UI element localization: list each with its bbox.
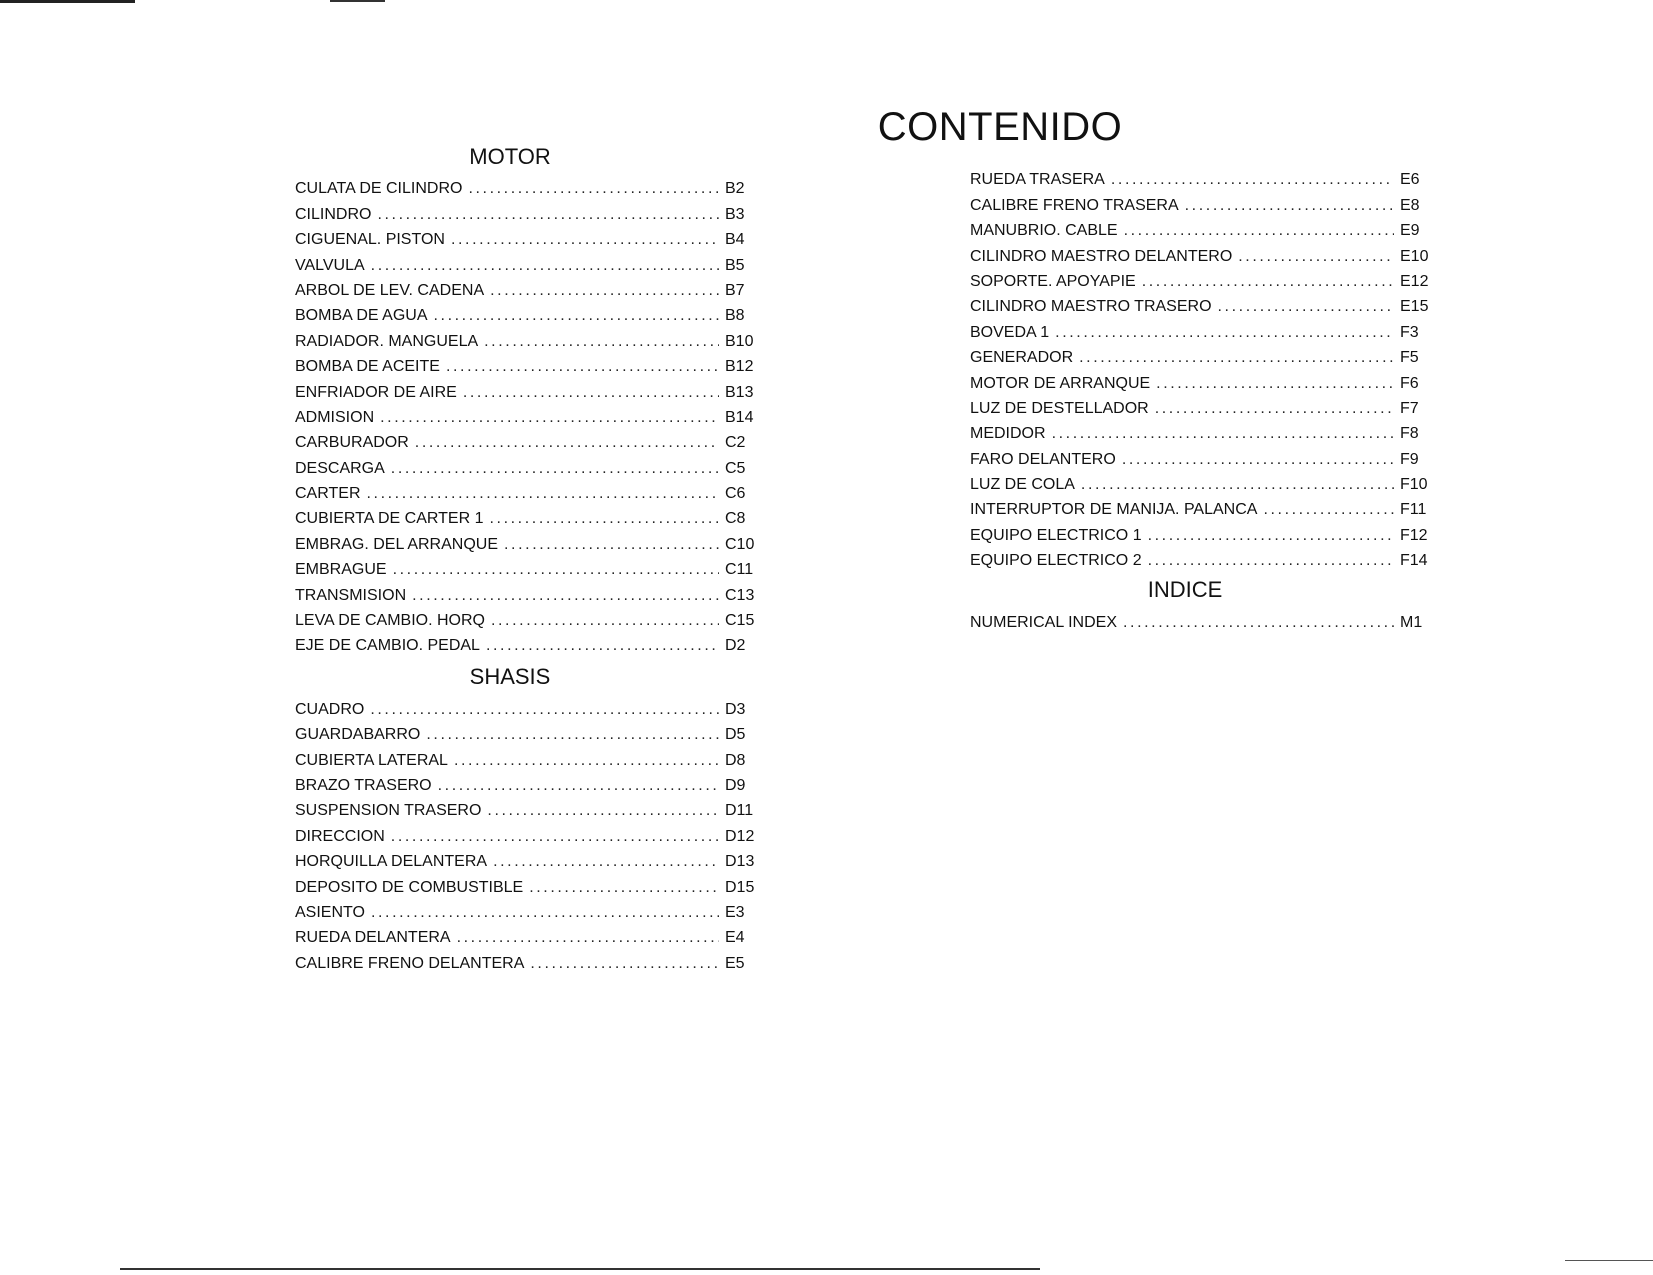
dot-leader	[1142, 269, 1394, 294]
toc-entry-label: DIRECCION	[295, 827, 385, 845]
dot-leader	[1148, 548, 1394, 573]
dot-leader	[1148, 523, 1394, 548]
toc-entry-page: E4	[725, 929, 745, 947]
toc-entry	[295, 201, 765, 226]
dot-leader	[1124, 218, 1394, 243]
chassis-electrical-entry-list	[970, 167, 1440, 573]
toc-entry-page: F10	[1400, 476, 1428, 494]
toc-entry-label: RADIADOR. MANGUELA	[295, 332, 479, 350]
toc-entry	[295, 405, 765, 430]
toc-entry-page: F11	[1400, 501, 1427, 519]
toc-entry-label: EQUIPO ELECTRICO 1	[970, 526, 1142, 544]
toc-entry-page: D11	[725, 802, 754, 820]
toc-entry-label: ARBOL DE LEV. CADENA	[295, 281, 485, 299]
toc-entry-page: F5	[1400, 349, 1419, 367]
toc-entry	[970, 294, 1440, 319]
toc-entry-label: VALVULA	[295, 256, 365, 274]
toc-entry-label: LEVA DE CAMBIO. HORQ	[295, 612, 485, 630]
toc-entry-label: TRANSMISION	[295, 586, 407, 604]
toc-left-column	[295, 142, 765, 976]
toc-entry-page: B8	[725, 307, 745, 325]
toc-entry	[970, 192, 1440, 217]
toc-entry-label: LUZ DE DESTELLADOR	[970, 399, 1149, 417]
toc-entry	[295, 252, 765, 277]
dot-leader	[433, 303, 719, 328]
dot-leader	[529, 875, 719, 900]
toc-entry-label: LUZ DE COLA	[970, 476, 1075, 494]
toc-entry-label: CALIBRE FRENO DELANTERA	[295, 954, 525, 972]
dot-leader	[415, 430, 719, 455]
toc-entry-page: E8	[1400, 196, 1420, 214]
dot-leader	[490, 506, 720, 531]
dot-leader	[446, 354, 719, 379]
toc-entry	[970, 243, 1440, 268]
toc-entry-page: C10	[725, 535, 755, 553]
toc-entry-label: ADMISION	[295, 408, 375, 426]
dot-leader	[391, 824, 719, 849]
toc-entry	[295, 874, 765, 899]
toc-entry-page: D13	[725, 853, 755, 871]
toc-entry-label: MANUBRIO. CABLE	[970, 222, 1118, 240]
toc-entry-label: RUEDA DELANTERA	[295, 929, 451, 947]
toc-entry-label: ASIENTO	[295, 903, 365, 921]
dot-leader	[1156, 371, 1394, 396]
toc-entry	[295, 773, 765, 798]
toc-entry-page: B3	[725, 205, 745, 223]
toc-entry-label: EMBRAG. DEL ARRANQUE	[295, 535, 499, 553]
toc-entry	[295, 557, 765, 582]
dot-leader	[1238, 244, 1394, 269]
toc-entry-label: ENFRIADOR DE AIRE	[295, 383, 457, 401]
toc-entry	[295, 925, 765, 950]
dot-leader	[1081, 472, 1394, 497]
dot-leader	[1111, 167, 1394, 192]
toc-entry-label: EQUIPO ELECTRICO 2	[970, 552, 1142, 570]
toc-entry-page: D5	[725, 726, 746, 744]
toc-entry-label: CUBIERTA LATERAL	[295, 751, 448, 769]
toc-entry-label: GUARDABARRO	[295, 726, 421, 744]
dot-leader	[371, 900, 719, 925]
dot-leader	[490, 278, 719, 303]
dot-leader	[493, 849, 719, 874]
toc-entry-page: B14	[725, 408, 754, 426]
toc-entry	[295, 849, 765, 874]
dot-leader	[1123, 610, 1394, 635]
section-heading-motor: MOTOR	[469, 144, 551, 169]
toc-entry	[970, 522, 1440, 547]
toc-entry-page: F9	[1400, 450, 1419, 468]
dot-leader	[486, 633, 719, 658]
toc-entry-page: C6	[725, 485, 746, 503]
toc-entry	[295, 303, 765, 328]
toc-entry-label: CARTER	[295, 485, 361, 503]
toc-entry-page: C8	[725, 510, 746, 528]
toc-entry-page: B7	[725, 281, 745, 299]
page-title: CONTENIDO	[877, 104, 1123, 149]
toc-entry-label: NUMERICAL INDEX	[970, 613, 1117, 631]
toc-entry-page: D8	[725, 751, 746, 769]
dot-leader	[412, 583, 719, 608]
toc-entry-page: E3	[725, 903, 745, 921]
dot-leader	[371, 253, 719, 278]
toc-entry	[295, 227, 765, 252]
toc-entry	[970, 497, 1440, 522]
toc-entry-page: B12	[725, 358, 754, 376]
dot-leader	[484, 329, 719, 354]
toc-entry-page: F8	[1400, 425, 1419, 443]
toc-entry	[970, 446, 1440, 471]
toc-entry	[295, 747, 765, 772]
toc-entry-label: SOPORTE. APOYAPIE	[970, 272, 1136, 290]
toc-entry	[970, 167, 1440, 192]
dot-leader	[468, 176, 719, 201]
toc-entry	[295, 900, 765, 925]
toc-entry-label: CARBURADOR	[295, 434, 409, 452]
toc-entry-label: CILINDRO MAESTRO DELANTERO	[970, 247, 1233, 265]
toc-entry-label: BOMBA DE AGUA	[295, 307, 428, 325]
toc-entry-page: D3	[725, 700, 746, 718]
top-edge-mark	[330, 0, 385, 2]
toc-entry-label: CULATA DE CILINDRO	[295, 180, 463, 198]
toc-entry	[295, 696, 765, 721]
dot-leader	[1263, 497, 1394, 522]
dot-leader	[426, 722, 719, 747]
toc-entry-page: B4	[725, 231, 745, 249]
toc-entry	[295, 798, 765, 823]
toc-entry-page: B2	[725, 180, 745, 198]
toc-entry	[970, 396, 1440, 421]
toc-entry	[295, 531, 765, 556]
toc-entry	[970, 548, 1440, 573]
toc-entry-label: DESCARGA	[295, 459, 385, 477]
dot-leader	[380, 405, 719, 430]
toc-entry	[295, 354, 765, 379]
toc-entry-label: MEDIDOR	[970, 425, 1046, 443]
toc-entry-label: FARO DELANTERO	[970, 450, 1116, 468]
toc-entry-label: BOMBA DE ACEITE	[295, 358, 440, 376]
toc-entry-page: D2	[725, 637, 746, 655]
toc-entry	[970, 609, 1440, 634]
dot-leader	[451, 227, 719, 252]
dot-leader	[1185, 193, 1394, 218]
dot-leader	[438, 773, 719, 798]
toc-entry	[295, 633, 765, 658]
dot-leader	[463, 380, 719, 405]
toc-entry-page: D9	[725, 776, 746, 794]
toc-entry-page: E15	[1400, 298, 1429, 316]
dot-leader	[530, 951, 719, 976]
toc-entry-page: C11	[725, 561, 754, 579]
toc-entry	[295, 278, 765, 303]
toc-entry-page: F6	[1400, 374, 1419, 392]
toc-entry-page: E5	[725, 954, 745, 972]
toc-entry	[295, 582, 765, 607]
toc-entry-label: CALIBRE FRENO TRASERA	[970, 196, 1179, 214]
dot-leader	[1052, 421, 1394, 446]
toc-entry-page: B5	[725, 256, 745, 274]
dot-leader	[1155, 396, 1394, 421]
toc-entry-page: F12	[1400, 526, 1428, 544]
indice-entry-list	[970, 609, 1440, 634]
toc-entry	[295, 176, 765, 201]
toc-entry	[295, 608, 765, 633]
dot-leader	[1122, 447, 1394, 472]
toc-entry-page: C5	[725, 459, 746, 477]
toc-entry	[970, 421, 1440, 446]
toc-entry	[295, 823, 765, 848]
toc-entry-label: HORQUILLA DELANTERA	[295, 853, 488, 871]
toc-entry-page: C13	[725, 586, 755, 604]
dot-leader	[1055, 320, 1394, 345]
section-heading-shasis: SHASIS	[469, 664, 551, 690]
toc-entry-page: D15	[725, 878, 755, 896]
toc-entry-page: B10	[725, 332, 754, 350]
dot-leader	[367, 481, 720, 506]
toc-entry	[970, 472, 1440, 497]
toc-entry	[970, 218, 1440, 243]
toc-entry-label: CILINDRO MAESTRO TRASERO	[970, 298, 1212, 316]
dot-leader	[1079, 345, 1394, 370]
toc-entry	[970, 269, 1440, 294]
toc-entry-label: CIGUENAL. PISTON	[295, 231, 445, 249]
dot-leader	[457, 925, 719, 950]
toc-entry-page: C15	[725, 612, 755, 630]
toc-entry-page: B13	[725, 383, 754, 401]
dot-leader	[504, 532, 719, 557]
toc-entry-page: E6	[1400, 171, 1420, 189]
top-edge-rule	[0, 0, 135, 3]
section-heading-indice: INDICE	[1147, 577, 1223, 603]
toc-entry-label: EJE DE CAMBIO. PEDAL	[295, 637, 480, 655]
toc-entry-page: F14	[1400, 552, 1428, 570]
dot-leader	[377, 202, 719, 227]
toc-entry-label: INTERRUPTOR DE MANIJA. PALANCA	[970, 501, 1258, 519]
toc-entry-label: GENERADOR	[970, 349, 1074, 367]
toc-right-column	[970, 167, 1440, 635]
toc-entry-label: SUSPENSION TRASERO	[295, 802, 482, 820]
toc-entry-label: RUEDA TRASERA	[970, 171, 1105, 189]
toc-entry-label: BOVEDA 1	[970, 323, 1050, 341]
toc-entry-label: CILINDRO	[295, 205, 372, 223]
toc-entry	[970, 370, 1440, 395]
toc-entry	[970, 345, 1440, 370]
dot-leader	[370, 697, 719, 722]
toc-entry	[295, 950, 765, 975]
dot-leader	[391, 456, 719, 481]
toc-entry	[295, 455, 765, 480]
toc-entry-page: E9	[1400, 222, 1420, 240]
motor-entry-list	[295, 176, 765, 658]
toc-entry-page: E10	[1400, 247, 1429, 265]
toc-entry	[295, 328, 765, 353]
toc-entry	[295, 379, 765, 404]
toc-entry-page: C2	[725, 434, 746, 452]
dot-leader	[454, 748, 719, 773]
toc-entry-page: F3	[1400, 323, 1419, 341]
toc-entry-label: BRAZO TRASERO	[295, 776, 432, 794]
toc-entry-page: M1	[1400, 613, 1423, 631]
shasis-entry-list	[295, 696, 765, 975]
dot-leader	[1218, 294, 1394, 319]
dot-leader	[487, 798, 719, 823]
toc-entry-label: EMBRAGUE	[295, 561, 387, 579]
toc-entry	[970, 319, 1440, 344]
toc-entry-label: CUBIERTA DE CARTER 1	[295, 510, 484, 528]
toc-entry-page: F7	[1400, 399, 1419, 417]
dot-leader	[491, 608, 719, 633]
toc-entry-page: E12	[1400, 272, 1429, 290]
toc-entry-label: DEPOSITO DE COMBUSTIBLE	[295, 878, 524, 896]
toc-entry-page: D12	[725, 827, 755, 845]
dot-leader	[393, 557, 719, 582]
bottom-right-rule	[1565, 1260, 1653, 1261]
toc-entry	[295, 430, 765, 455]
toc-entry-label: CUADRO	[295, 700, 365, 718]
toc-entry	[295, 481, 765, 506]
bottom-edge-rule	[120, 1268, 1040, 1270]
toc-entry	[295, 722, 765, 747]
toc-entry	[295, 506, 765, 531]
toc-entry-label: MOTOR DE ARRANQUE	[970, 374, 1151, 392]
